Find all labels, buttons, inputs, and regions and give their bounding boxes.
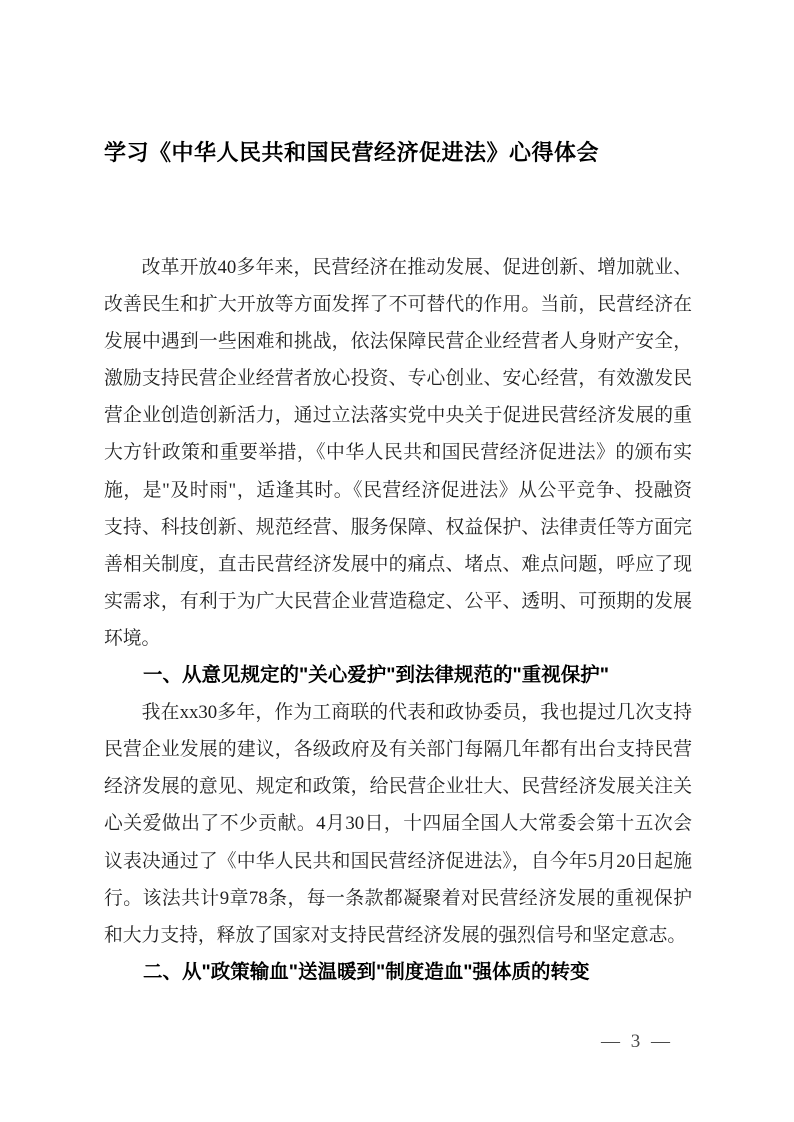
section-heading-1: 一、从意见规定的"关心爱护"到法律规范的"重视保护": [143, 664, 609, 687]
body-paragraph-section-1: 我在xx30多年，作为工商联的代表和政协委员，我也提过几次支持民营企业发展的建议，各级政府及有关部门每隔几年都有出台支持民营经济发展的意见、规定和政策，给民营企业壮大、民营经济发展关注关心关爱做出了不少贡献。4月30日，十四届全国人大常委会第十五次会议表决通过了《中华人民共和国民营经济促进法》，自今年5月20日起施行。该法共计9章78条，每一条款都凝聚着对民营经济发展的重视保护和大力支持，释放了国家对支持民营经济发展的强烈信号和坚定意志。: [104, 702, 692, 946]
document-content: [104, 139, 692, 991]
document-title: 学习《中华人民共和国民营经济促进法》心得体会: [104, 140, 600, 165]
body-paragraph-intro: 改革开放40多年来，民营经济在推动发展、促进创新、增加就业、改善民生和扩大开放等方面发挥了不可替代的作用。当前，民营经济在发展中遇到一些困难和挑战，依法保障民营企业经营者人身财产安全，激励支持民营企业经营者放心投资、专心创业、安心经营，有效激发民营企业创造创新活力，通过立法落实党中央关于促进民营经济发展的重大方针政策和重要举措，《中华人民共和国民营经济促进法》的颁布实施，是"及时雨"，适逢其时。《民营经济促进法》从公平竞争、投融资支持、科技创新、规范经营、服务保障、权益保护、法律责任等方面完善相关制度，直击民营经济发展中的痛点、堵点、难点问题，呼应了现实需求，有利于为广大民营企业营造稳定、公平、透明、可预期的发展环境。: [104, 257, 692, 649]
page-number: — 3 —: [601, 1031, 673, 1052]
section-heading-2: 二、从"政策输血"送温暖到"制度造血"强体质的转变: [143, 960, 590, 983]
document-body: [104, 249, 692, 991]
